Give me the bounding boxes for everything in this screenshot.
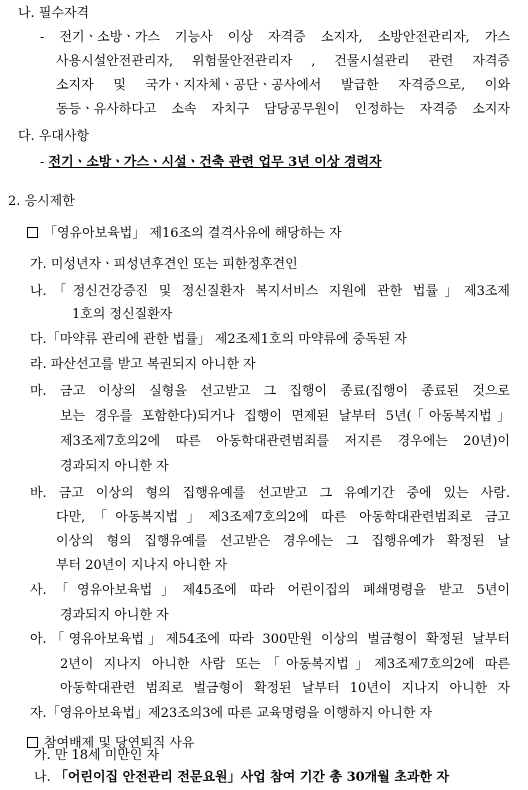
item-ra: 라. 파산선고를 받고 복권되지 아니한 자 <box>30 357 256 372</box>
item-na2 <box>34 766 449 790</box>
box-item-disqualification-label: 「영유아보육법」 제16조의 결격사유에 해당하는 자 <box>44 226 342 241</box>
item-sa-line2: 경과되지 아니한 자 <box>60 608 169 623</box>
box-item-exclusion-label: 참여배제 및 당연퇴직 사유 <box>44 736 195 751</box>
item-ba-line2: 다만,「아동복지법」제3조제7호의2에 따른 아동학대관련범죄로 금고 <box>56 510 510 525</box>
preference-item <box>40 151 382 175</box>
heading-required-qualifications: 나. 필수자격 <box>18 6 90 21</box>
item-na2-prefix: 나. <box>34 770 55 785</box>
item-ma-line4: 경과되지 아니한 자 <box>60 459 169 474</box>
item-ba-line1: 바. 금고 이상의 형의 집행유예를 선고받고 그 유예기간 중에 있는 사람. <box>30 486 510 501</box>
item-na2-text: 「어린이집 안전관리 전문요원」사업 참여 기간 총 30개월 초과한 자 <box>54 770 450 785</box>
checkbox-square-icon <box>27 227 38 238</box>
item-ba-line3: 이상의 형의 집행유예를 선고받은 경우에는 그 집행유예가 확정된 날 <box>56 534 510 549</box>
req-line-1: - 전기ㆍ소방ㆍ가스 기능사 이상 자격증 소지자, 소방안전관리자, 가스 <box>40 30 510 45</box>
preference-text: 전기ㆍ소방ㆍ가스ㆍ시설ㆍ건축 관련 업무 3년 이상 경력자 <box>48 155 382 170</box>
item-ma-line2: 보는 경우를 포함한다)되거나 집행이 면제된 날부터 5년(「아동복지법」 <box>60 409 510 424</box>
item-ga2-label: 가. 만 18세 미만인 자 <box>34 748 160 763</box>
req-line-4: 동등ㆍ유사하다고 소속 자치구 담당공무원이 인정하는 자격증 소지자 <box>56 102 510 117</box>
item-a-line2: 2년이 지나지 아니한 사람 또는「아동복지법」제3조제7호의2에 따른 <box>60 657 510 672</box>
req-line-2: 사용시설안전관리자, 위험물안전관리자 , 건물시설관리 관련 자격증 <box>56 54 510 69</box>
item-ba-line4: 부터 20년이 지나지 아니한 자 <box>56 558 228 573</box>
item-ga: 가. 미성년자ㆍ피성년후견인 또는 피한정후견인 <box>30 257 298 272</box>
item-a-line1: 아.「영유아보육법」제54조에 따라 300만원 이상의 벌금형이 확정된 날부터 <box>30 632 510 647</box>
item-na-line2: 1호의 정신질환자 <box>72 307 173 322</box>
item-sa-line1: 사.「영유아보육법」제45조에 따라 어린이집의 폐쇄명령을 받고 5년이 <box>30 583 510 598</box>
item-a-line3: 아동학대관련 범죄로 벌금형이 확정된 날부터 10년이 지나지 아니한 자 <box>60 681 510 696</box>
heading-preferences: 다. 우대사항 <box>18 129 90 144</box>
item-ma-line1: 마. 금고 이상의 실형을 선고받고 그 집행이 종료(집행이 종료된 것으로 <box>30 384 510 399</box>
preference-dash: - <box>40 155 49 170</box>
req-line-3: 소지자 및 국가ㆍ지자체ㆍ공단ㆍ공사에서 발급한 자격증으로, 이와 <box>56 78 510 93</box>
item-na-line1: 나.「정신건강증진 및 정신질환자 복지서비스 지원에 관한 법률」제3조제 <box>30 284 510 299</box>
item-ja: 자.「영유아보육법」제23조의3에 따른 교육명령을 이행하지 아니한 자 <box>30 706 433 721</box>
item-ma-line3: 제3조제7호의2에 따른 아동학대관련범죄를 저지른 경우에는 20년)이 <box>60 434 510 449</box>
item-ga2-text <box>34 744 159 768</box>
item-da: 다.「마약류 관리에 관한 법률」 제2조제1호의 마약류에 중독된 자 <box>30 332 407 347</box>
heading-restrictions: 2. 응시제한 <box>8 194 75 209</box>
box-item-disqualification <box>27 222 342 246</box>
